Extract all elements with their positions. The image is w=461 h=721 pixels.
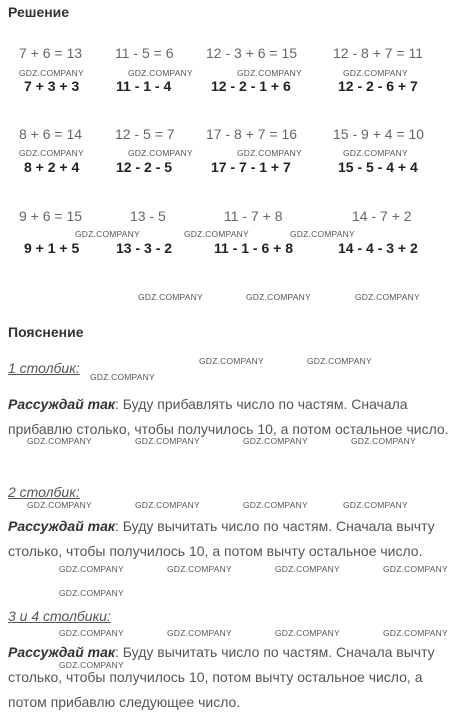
explanation-paragraph <box>8 392 454 442</box>
equation-bottom: 14 - 4 - 3 + 2 <box>338 240 418 256</box>
watermark-logo: GDZ.COMPANY <box>59 588 124 598</box>
watermark-logo: GDZ.COMPANY <box>167 628 232 638</box>
watermark-logo: GDZ.COMPANY <box>135 436 200 446</box>
equation-top: 11 - 7 + 8 <box>224 208 283 224</box>
equation-bottom: 12 - 2 - 6 + 7 <box>338 78 418 94</box>
reasoning-lead: Рассуждай так <box>8 518 115 534</box>
equation-top: 12 - 8 + 7 = 11 <box>333 45 424 61</box>
reasoning-lead: Рассуждай так <box>8 396 115 412</box>
watermark-logo: GDZ.COMPANY <box>237 148 302 158</box>
watermark-logo: GDZ.COMPANY <box>355 292 420 302</box>
explanation-text: : Буду вычитать число по частям. Сначала вычту столько, чтобы получилось 10, а потом вычту остальное число. <box>8 518 435 559</box>
watermark-logo: GDZ.COMPANY <box>59 628 124 638</box>
explanation-paragraph <box>8 514 454 564</box>
explanation-paragraph <box>8 640 454 715</box>
equation-top: 9 + 6 = 15 <box>19 208 83 224</box>
equation-top: 12 - 3 + 6 = 15 <box>206 45 298 61</box>
watermark-logo: GDZ.COMPANY <box>128 148 193 158</box>
equation-top: 12 - 5 = 7 <box>115 126 175 142</box>
equation-top: 14 - 7 + 2 <box>352 208 412 224</box>
equation-bottom: 7 + 3 + 3 <box>24 78 80 94</box>
equation-bottom: 11 - 1 - 4 <box>116 78 172 94</box>
equation-bottom: 12 - 2 - 1 + 6 <box>211 78 291 94</box>
watermark-logo: GDZ.COMPANY <box>138 292 203 302</box>
column-label: 1 столбик: <box>8 360 80 376</box>
equation-top: 17 - 8 + 7 = 16 <box>206 126 298 142</box>
watermark-logo: GDZ.COMPANY <box>167 564 232 574</box>
watermark-logo: GDZ.COMPANY <box>75 229 140 239</box>
watermark-logo: GDZ.COMPANY <box>90 372 155 382</box>
watermark-logo: GDZ.COMPANY <box>27 436 92 446</box>
watermark-logo: GDZ.COMPANY <box>246 292 311 302</box>
column-label: 3 и 4 столбики: <box>8 608 111 624</box>
watermark-logo: GDZ.COMPANY <box>19 68 84 78</box>
equation-top: 15 - 9 + 4 = 10 <box>333 126 425 142</box>
watermark-logo: GDZ.COMPANY <box>343 68 408 78</box>
watermark-logo: GDZ.COMPANY <box>307 356 372 366</box>
watermark-logo: GDZ.COMPANY <box>290 229 355 239</box>
equation-bottom: 9 + 1 + 5 <box>24 240 80 256</box>
watermark-logo: GDZ.COMPANY <box>343 148 408 158</box>
watermark-logo: GDZ.COMPANY <box>27 500 92 510</box>
explanation-heading: Пояснение <box>8 324 84 340</box>
watermark-logo: GDZ.COMPANY <box>135 500 200 510</box>
reasoning-lead: Рассуждай так <box>8 644 115 660</box>
watermark-logo: GDZ.COMPANY <box>275 564 340 574</box>
equation-top: 8 + 6 = 14 <box>19 126 83 142</box>
equation-bottom: 12 - 2 - 5 <box>116 159 173 175</box>
watermark-logo: GDZ.COMPANY <box>199 356 264 366</box>
watermark-logo: GDZ.COMPANY <box>128 68 193 78</box>
equation-bottom: 17 - 7 - 1 + 7 <box>211 159 291 175</box>
solution-heading: Решение <box>8 4 70 20</box>
watermark-logo: GDZ.COMPANY <box>275 628 340 638</box>
equation-top: 7 + 6 = 13 <box>19 45 83 61</box>
watermark-logo: GDZ.COMPANY <box>59 660 124 670</box>
watermark-logo: GDZ.COMPANY <box>243 500 308 510</box>
watermark-logo: GDZ.COMPANY <box>351 436 416 446</box>
watermark-logo: GDZ.COMPANY <box>237 68 302 78</box>
explanation-text: : Буду прибавлять число по частям. Сначала прибавлю столько, чтобы получилось 10, а потом остальное число. <box>8 396 449 437</box>
equation-top: 11 - 5 = 6 <box>115 45 174 61</box>
equation-bottom: 11 - 1 - 6 + 8 <box>214 240 293 256</box>
watermark-logo: GDZ.COMPANY <box>383 564 448 574</box>
watermark-logo: GDZ.COMPANY <box>19 148 84 158</box>
explanation-text: : Буду вычитать число по частям. Сначала вычту столько, чтобы получилось 10, потом вычту остальное число, а потом прибавлю следующее число. <box>8 644 435 710</box>
watermark-logo: GDZ.COMPANY <box>243 436 308 446</box>
equation-bottom: 8 + 2 + 4 <box>24 159 80 175</box>
watermark-logo: GDZ.COMPANY <box>343 500 408 510</box>
equation-bottom: 15 - 5 - 4 + 4 <box>338 159 418 175</box>
watermark-logo: GDZ.COMPANY <box>184 229 249 239</box>
watermark-logo: GDZ.COMPANY <box>383 628 448 638</box>
column-label: 2 столбик: <box>8 484 80 500</box>
equation-top: 13 - 5 <box>130 208 166 224</box>
watermark-logo: GDZ.COMPANY <box>59 564 124 574</box>
equation-bottom: 13 - 3 - 2 <box>116 240 173 256</box>
